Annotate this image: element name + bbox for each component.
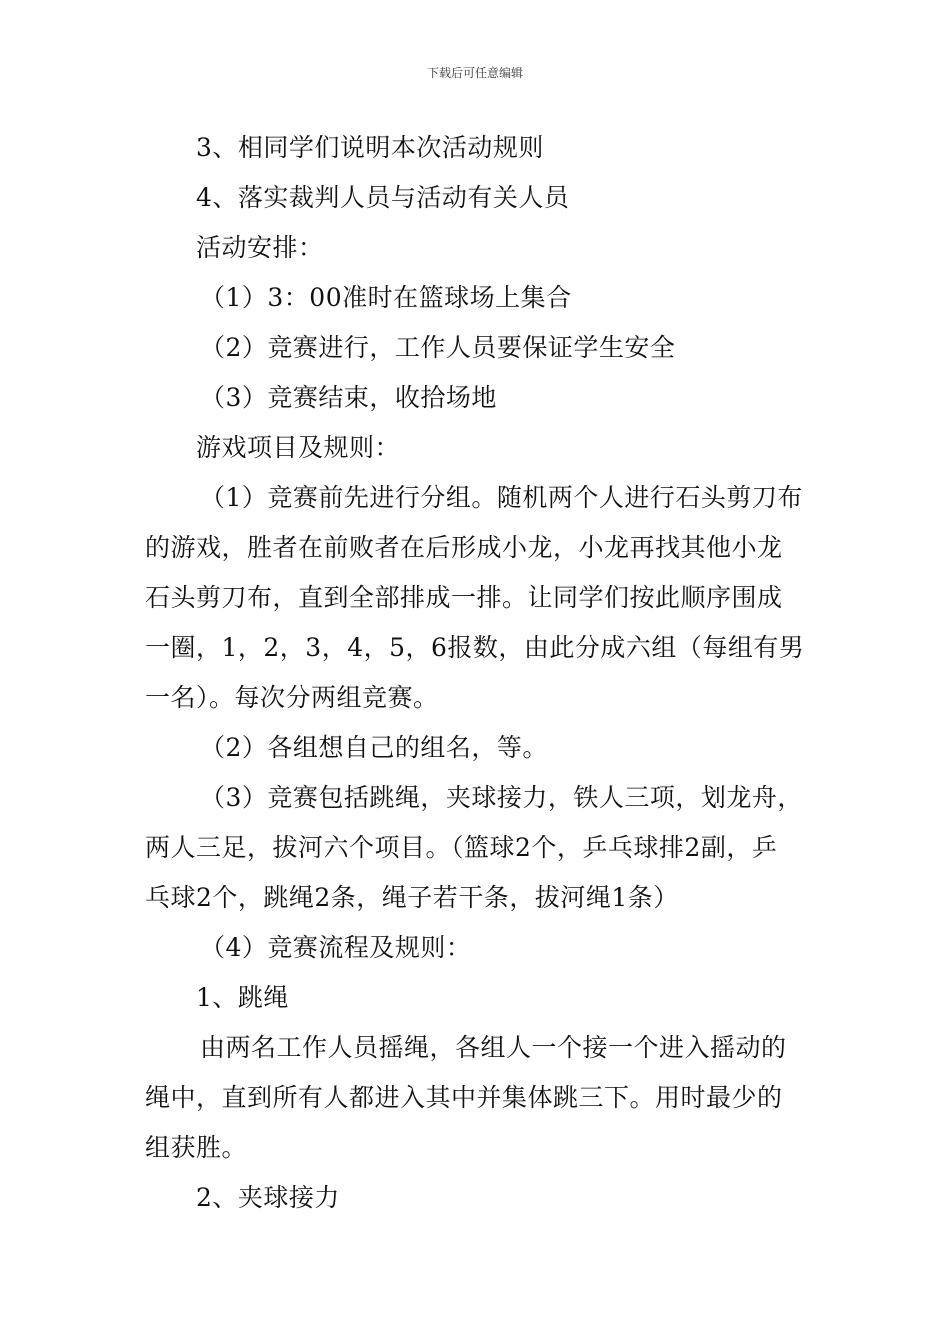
text-line: 一圈，1，2，3，4，5，6报数，由此分成六组（每组有男 xyxy=(145,633,805,662)
text-line: 由两名工作人员摇绳，各组人一个接一个进入摇动的 xyxy=(200,1033,787,1062)
page-header-note: 下载后可任意编辑 xyxy=(426,66,523,80)
text-line: 绳中，直到所有人都进入其中并集体跳三下。用时最少的 xyxy=(145,1083,783,1112)
text-line: （3）竞赛结束，收拾场地 xyxy=(200,383,497,412)
text-line: （2）各组想自己的组名，等。 xyxy=(200,733,548,762)
text-line: 3、相同学们说明本次活动规则 xyxy=(196,133,544,162)
text-line: 两人三足，拔河六个项目。（篮球2个，乒乓球排2副，乒 xyxy=(145,833,778,862)
text-line: 4、落实裁判人员与活动有关人员 xyxy=(196,183,570,212)
section-heading: 活动安排： xyxy=(196,233,324,262)
text-line: 乓球2个，跳绳2条，绳子若干条，拔河绳1条） xyxy=(145,883,679,912)
text-line: 石头剪刀布，直到全部排成一排。让同学们按此顺序围成 xyxy=(145,583,783,612)
section-heading: 2、夹球接力 xyxy=(196,1183,340,1212)
text-line: （1）3：00准时在篮球场上集合 xyxy=(200,283,572,312)
section-heading: 1、跳绳 xyxy=(196,983,289,1012)
text-line: （3）竞赛包括跳绳，夹球接力，铁人三项，划龙舟， xyxy=(200,783,803,812)
text-line: （1）竞赛前先进行分组。随机两个人进行石头剪刀布 xyxy=(200,483,803,512)
text-line: （4）竞赛流程及规则： xyxy=(200,933,472,962)
text-line: 的游戏，胜者在前败者在后形成小龙，小龙再找其他小龙 xyxy=(145,533,783,562)
text-line: 组获胜。 xyxy=(145,1133,248,1162)
section-heading: 游戏项目及规则： xyxy=(196,433,401,462)
text-line: （2）竞赛进行，工作人员要保证学生安全 xyxy=(200,333,676,362)
text-line: 一名）。每次分两组竞赛。 xyxy=(145,683,439,712)
